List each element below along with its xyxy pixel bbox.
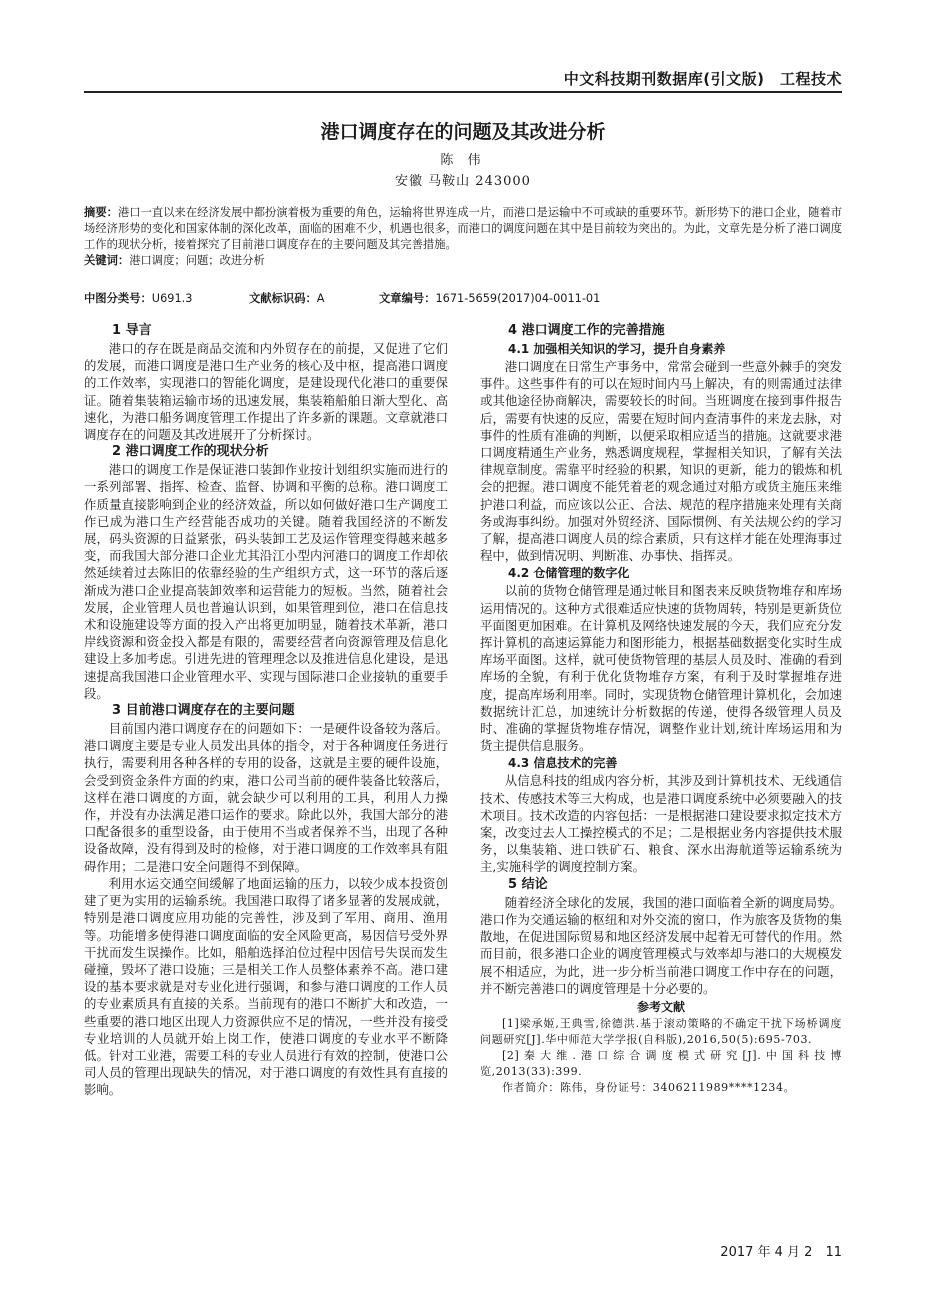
- section-1-heading: 1 导言: [112, 323, 152, 338]
- keywords-label: 关键词：: [84, 254, 130, 267]
- paper-title: 港口调度存在的问题及其改进分析: [320, 121, 606, 143]
- author-bio: 作者简介：陈伟，身份证号：3406211989****1234。: [502, 1080, 796, 1094]
- references-heading: 参考文献: [636, 999, 685, 1014]
- section-5-paragraph: 随着经济全球化的发展，我国的港口面临着全新的调度局势。港口作为交通运输的枢纽和对外交流的窗口，作为旅客及货物的集散地，在促进国际贸易和地区经济发展中起着无可替代的作用。然而目前，很多港口企业的调度管理模式与效率却与港口的大规模发展不相适应，为此，进一步分析当前港口调度工作中存在的问题，并不断完善港口的调度管理是十分必要的。: [480, 894, 842, 996]
- abstract: [84, 205, 842, 253]
- author-affiliation: 安徽 马鞍山 243000: [395, 174, 531, 189]
- reference-2: [2]秦大维.港口综合调度模式研究[J].中国科技博览,2013(33):399.: [480, 1048, 842, 1078]
- clc-label: 中图分类号：: [84, 292, 152, 305]
- section-4-3-paragraph: 从信息科技的组成内容分析，其涉及到计算机技术、无线通信技术、传感技术等三大构成，也是港口调度系统中必须要融入的技术项目。技术改造的内容包括：一是根据港口建设要求拟定技术方案，改变过去人工操控模式的不足；二是根据业务内容提供技术服务，以集装箱、进口铁矿石、粮食、深水出海航道等运输系统为主,实施科学的调度控制方案。: [480, 773, 842, 875]
- section-3-heading: 3 目前港口调度存在的主要问题: [112, 703, 295, 719]
- keywords: [84, 253, 842, 269]
- section-4-1-heading: 4.1 加强相关知识的学习，提升自身素养: [508, 342, 726, 356]
- reference-1: [1]梁承姬,王典雪,徐德洪.基于滚动策略的不确定干扰下场桥调度问题研究[J].华中师范大学学报(自科版),2016,50(5):695-703.: [480, 1016, 842, 1046]
- abstract-label: 摘要：: [84, 206, 118, 219]
- section-4-2-paragraph: 以前的货物仓储管理是通过帐目和图表来反映货物堆存和库场运用情况的。这种方式很难适应快速的货物周转，特别是更新货位平面图更加困难。在计算机及网络快速发展的今天，我们应充分发挥计算机的高速运算能力和图形能力，根据基础数据变化实时生成库场平面图。这样，就可使货物管理的基层人员及时、准确的看到库场的全貌，有利于优化货物堆存方案，有利于及时掌握堆存进度，提高库场利用率。同时，实现货物仓储管理计算机化，会加速数据统计汇总，加速统计分析数据的传递，使得各级管理人员及时、准确的掌握货物堆存情况，调整作业计划,统计库场运用和为货主提供信息服务。: [480, 583, 842, 754]
- section-5-heading: 5 结论: [508, 876, 548, 892]
- header-rule: [84, 91, 842, 93]
- section-3-paragraph-1: 目前国内港口调度存在的问题如下：一是硬件设备较为落后。港口调度主要是专业人员发出具体的指令，对于各种调度任务进行执行，需要利用各种各样的专用的设备，这就是主要的硬件设施，会受到资金条件方面的约束，港口公司当前的硬件装备比较落后，这样在港口调度的方面，就会缺少可以利用的工具，利用人力操作，并没有办法满足港口运作的要求。除此以外，我国大部分的港口配备很多的重型设备，由于使用不当或者保养不当，出现了各种设备故障，没有得到及时的检修，对于港口调度的工作效率具有阻碍作用；二是港口安全问题得不到保障。: [84, 721, 448, 874]
- clc-value: U691.3: [151, 292, 193, 305]
- section-2-heading: 2 港口调度工作的现状分析: [112, 444, 269, 460]
- left-column: [84, 322, 448, 1099]
- keywords-text: 港口调度；问题；改进分析: [129, 254, 265, 267]
- section-1-paragraph: 港口的存在既是商品交流和内外贸存在的前提，又促进了它们的发展，而港口调度是港口生产业务的核心及中枢，提高港口调度的工作效率，实现港口的智能化调度，是建设现代化港口的重要保证。随着集装箱运输市场的迅速发展，集装箱船舶日渐大型化、高速化，为港口船务调度管理工作提出了许多新的课题。文章就港口调度存在的问题及其改进展开了分析探讨。: [84, 341, 448, 443]
- section-2-paragraph: 港口的调度工作是保证港口装卸作业按计划组织实施而进行的一系列部署、指挥、检查、监督、协调和平衡的总称。港口调度工作质量直接影响到企业的经济效益，所以如何做好港口生产调度工作已成为港口生产经营能否成功的关键。随着我国经济的不断发展，码头资源的日益紧张，码头装卸工艺及运作管理变得越来越多变，而我国大部分港口企业尤其沿江小型内河港口的调度工作却依然延续着过去陈旧的依靠经验的生产组织方式，这一环节的落后逐渐成为港口企业提高装卸效率和运营能力的短板。当然，随着社会发展，企业管理人员也普遍认识到，如果管理到位，港口在信息技术和设施建设等方面的投入产出将更加明显，随着技术革新，港口岸线资源和资金投入都是有限的，需要经营者向资源管理及信息化建设上多加考虑。引进先进的管理理念以及推进信息化建设，是迅速提高我国港口企业管理水平、实现与国际港口企业接轨的重要手段。: [84, 462, 448, 701]
- right-column: [480, 322, 842, 1096]
- doc-code-value: A: [316, 292, 325, 305]
- doc-code-label: 文献标识码：: [249, 292, 317, 305]
- section-3-paragraph-2: 利用水运交通空间缓解了地面运输的压力，以较少成本投资创建了更为实用的运输系统。我国港口取得了诸多显著的发展成就，特别是港口调度应用功能的完善性，涉及到了军用、商用、渔用等。功能增多使得港口调度面临的安全风险更高，易因信号受外界干扰而发生误操作。比如，船舶选择泊位过程中因信号失误而发生碰撞，毁坏了港口设施；三是相关工作人员整体素养不高。港口建设的基本要求就是对专业化进行强调，和参与港口调度的工作人员的专业素质具有直接的关系。当前现有的港口不断扩大和改造，一些重要的港口地区出现人力资源供应不足的情况，一些并没有接受专业培训的人员就开始上岗工作，使港口调度的专业水平不断降低。针对工业港，需要工科的专业人员进行有效的控制，使港口公司人员的管理出现缺失的情况，对于港口调度的有效性具有直接的影响。: [84, 875, 448, 1098]
- section-4-3-heading: 4.3 信息技术的完善: [508, 756, 618, 771]
- abstract-block: [84, 205, 842, 269]
- author-name: 陈 伟: [440, 153, 486, 168]
- section-4-2-heading: 4.2 仓储管理的数字化: [508, 566, 630, 581]
- article-no-label: 文章编号：: [379, 292, 436, 305]
- abstract-text: 港口一直以来在经济发展中都扮演着极为重要的角色，运输将世界连成一片，而港口是运输中不可或缺的重要环节。新形势下的港口企业，随着市场经济形势的变化和国家体制的深化改革，面临的困难不少，机遇也很多，而港口的调度问题在其中是目前较为突出的。为此，文章先是分析了港口调度工作的现状分析，接着探究了目前港口调度存在的主要问题及其完善措施。: [84, 206, 842, 251]
- article-no-value: 1671-5659(2017)04-0011-01: [435, 292, 601, 305]
- journal-header: 中文科技期刊数据库(引文版) 工程技术: [563, 70, 842, 88]
- classification-line: [84, 290, 600, 306]
- section-4-heading: 4 港口调度工作的完善措施: [508, 323, 665, 338]
- section-4-1-paragraph: 港口调度在日常生产事务中，常常会碰到一些意外棘手的突发事件。这些事件有的可以在短时间内马上解决，有的则需通过法律或其他途径协商解决，需要较长的时间。当班调度在接到事件报告后，需要有快速的反应，需要在短时间内查清事件的来龙去脉，对事件的性质有准确的判断，以便采取相应适当的措施。这就要求港口调度精通生产业务，熟悉调度规程，掌握相关知识，了解有关法律规章制度。需靠平时经验的积累，知识的更新，能力的锻炼和机会的把握。港口调度不能凭着老的观念通过对船方或货主施压来维护港口利益，而应该以公正、合法、规范的程序措施来处理有关商务或海事纠纷。加强对外贸经济、国际惯例、有关法规公约的学习了解，提高港口调度人员的综合素质，只有这样才能在处理海事过程中，做到情况明、判断准、办事快、指挥灵。: [480, 359, 842, 564]
- page-footer: 2017 年 4 月 2 11: [720, 1245, 842, 1260]
